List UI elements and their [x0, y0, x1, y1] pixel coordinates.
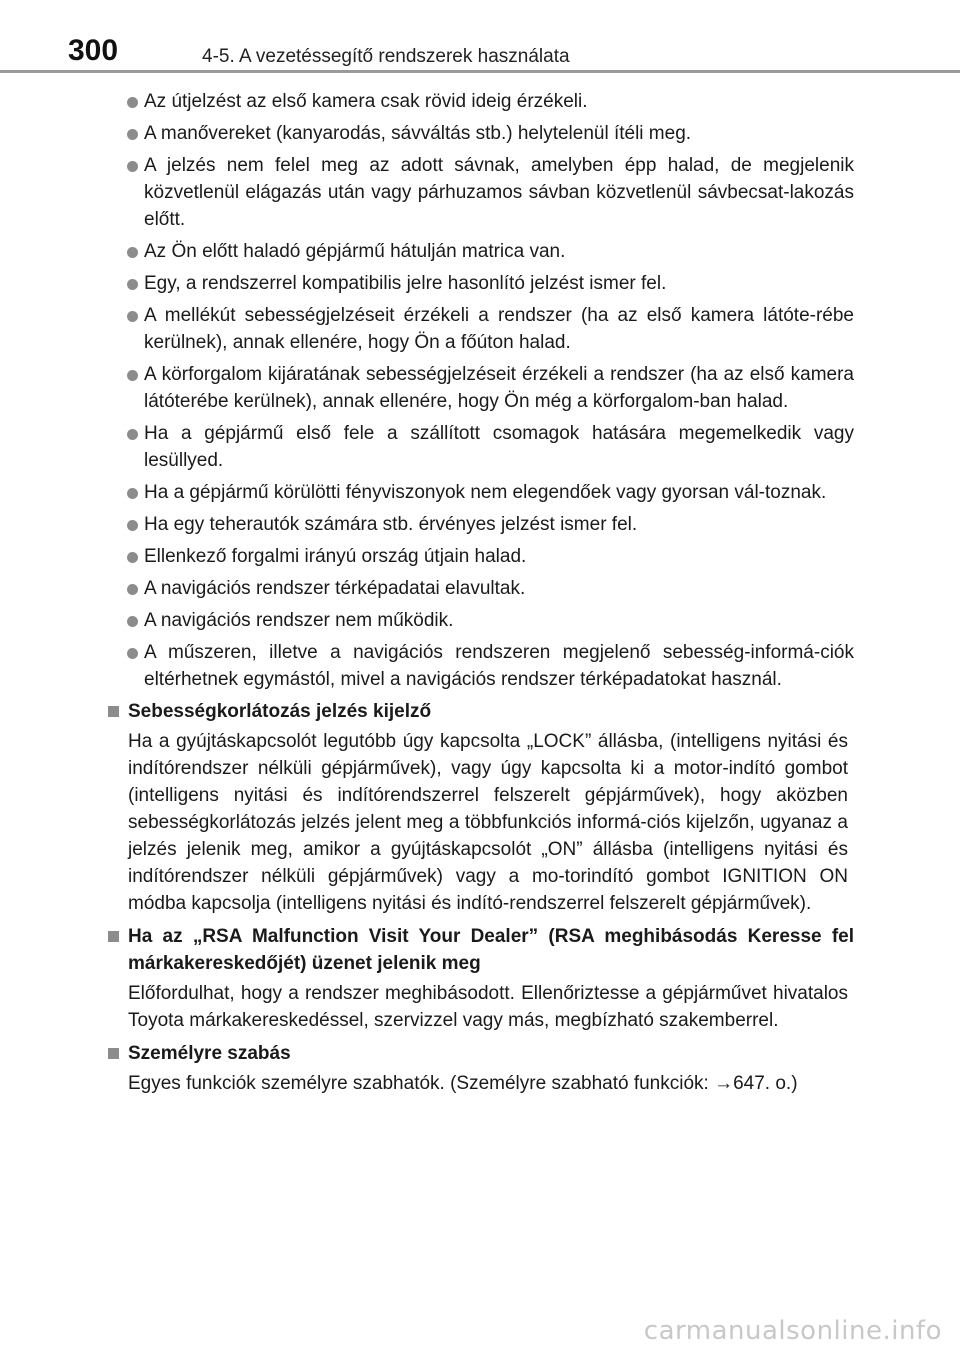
list-item-text: A manővereket (kanyarodás, sávváltás stb.) helytelenül ítéli meg. — [144, 123, 692, 144]
list-item-text: Ellenkező forgalmi irányú ország útjain halad. — [144, 546, 527, 567]
list-item-text: A navigációs rendszer nem működik. — [144, 610, 454, 631]
list-item-text: A navigációs rendszer térképadatai elavultak. — [144, 578, 526, 599]
section-customization — [0, 1040, 960, 1097]
section-heading-text: Sebességkorlátozás jelzés kijelző — [128, 701, 432, 722]
bullet-icon — [127, 311, 138, 322]
list-item-text: Az Ön előtt haladó gépjármű hátulján matrica van. — [144, 241, 566, 262]
square-bullet-icon — [108, 706, 119, 717]
bullet-icon — [127, 488, 138, 499]
list-item — [0, 607, 960, 634]
list-item-text: Ha a gépjármű körülötti fényviszonyok nem elegendőek vagy gyorsan vál-toznak. — [144, 482, 827, 503]
bullet-icon — [127, 247, 138, 258]
square-bullet-icon — [108, 931, 119, 942]
bullet-icon — [127, 97, 138, 108]
section-heading — [0, 1040, 960, 1067]
list-item-text: Az útjelzést az első kamera csak rövid ideig érzékeli. — [144, 91, 588, 112]
list-item — [0, 543, 960, 570]
bullet-icon — [127, 552, 138, 563]
list-item-text: A körforgalom kijáratának sebességjelzéseit érzékeli a rendszer (ha az első kamera látóterébe kerülnek), annak ellenére, hogy Ön még a körforgalom-ban halad. — [144, 364, 854, 412]
list-item — [0, 270, 960, 297]
section-heading — [0, 923, 960, 977]
bullet-icon — [127, 279, 138, 290]
list-item — [0, 302, 960, 356]
section-rsa-malfunction — [0, 923, 960, 1034]
condition-list — [0, 88, 960, 693]
list-item — [0, 238, 960, 265]
section-body: Egyes funkciók személyre szabhatók. (Személyre szabható funkciók: →647. o.) — [128, 1073, 798, 1094]
bullet-icon — [127, 648, 138, 659]
list-item-text: A mellékút sebességjelzéseit érzékeli a rendszer (ha az első kamera látóte-rébe kerülnek), annak ellenére, hogy Ön a főúton halad. — [144, 305, 854, 353]
list-item-text: Ha a gépjármű első fele a szállított csomagok hatására megemelkedik vagy lesüllyed. — [144, 423, 854, 471]
section-heading-text: Ha az „RSA Malfunction Visit Your Dealer” (RSA meghibásodás Keresse fel márkakereskedőjét) üzenet jelenik meg — [128, 926, 854, 974]
bullet-icon — [127, 370, 138, 381]
list-item — [0, 639, 960, 693]
list-item — [0, 361, 960, 415]
bullet-icon — [127, 616, 138, 627]
list-item-text: A jelzés nem felel meg az adott sávnak, amelyben épp halad, de megjelenik közvetlenül elágazás után vagy párhuzamos sávban közvetlenül sávbecsat-lakozás előtt. — [144, 155, 854, 230]
page-content — [0, 88, 960, 1103]
square-bullet-icon — [108, 1048, 119, 1059]
bullet-icon — [127, 584, 138, 595]
section-body: Ha a gyújtáskapcsolót legutóbb úgy kapcsolta „LOCK” állásba, (intelligens nyitási és indítórendszer nélküli gépjárművek), vagy úgy kapcsolta ki a motor-indító gombot (intelligens nyitási és indítórendszerrel felszerelt gépjárművek), hogy aközben sebességkorlátozás jelzés jelent meg a többfunkciós informá-ciós kijelzőn, ugyanaz a jelzés jelenik meg, amikor a gyújtáskapcsolót „ON” állásba (intelligens nyitási és indítórendszer nélküli gépjárművek) vagy a mo-torindító gombot IGNITION ON módba kapcsolja (intelligens nyitási és indító-rendszerrel felszerelt gépjárművek). — [128, 731, 848, 914]
header-divider — [0, 70, 960, 73]
list-item-text: Ha egy teherautók számára stb. érvényes jelzést ismer fel. — [144, 514, 638, 535]
list-item — [0, 420, 960, 474]
list-item — [0, 575, 960, 602]
page-number: 300 — [68, 34, 119, 67]
list-item — [0, 511, 960, 538]
list-item — [0, 88, 960, 115]
watermark: carmanualsonline.info — [643, 1316, 942, 1346]
bullet-icon — [127, 129, 138, 140]
section-body: Előfordulhat, hogy a rendszer meghibásodott. Ellenőriztesse a gépjárművet hivatalos Toyota márkakereskedéssel, szervizzel vagy más, megbízható szakemberrel. — [128, 983, 848, 1031]
section-speed-limit-display — [0, 698, 960, 917]
section-heading-text: Személyre szabás — [128, 1043, 291, 1064]
bullet-icon — [127, 429, 138, 440]
list-item-text: Egy, a rendszerrel kompatibilis jelre hasonlító jelzést ismer fel. — [144, 273, 667, 294]
section-heading — [0, 698, 960, 725]
page-header — [0, 0, 960, 74]
bullet-icon — [127, 161, 138, 172]
list-item-text: A műszeren, illetve a navigációs rendszeren megjelenő sebesség-informá-ciók eltérhetnek egymástól, mivel a navigációs rendszer térképadatokat használ. — [144, 642, 854, 690]
list-item — [0, 152, 960, 233]
list-item — [0, 120, 960, 147]
list-item — [0, 479, 960, 506]
chapter-title: 4-5. A vezetéssegítő rendszerek használata — [202, 46, 570, 67]
bullet-icon — [127, 520, 138, 531]
